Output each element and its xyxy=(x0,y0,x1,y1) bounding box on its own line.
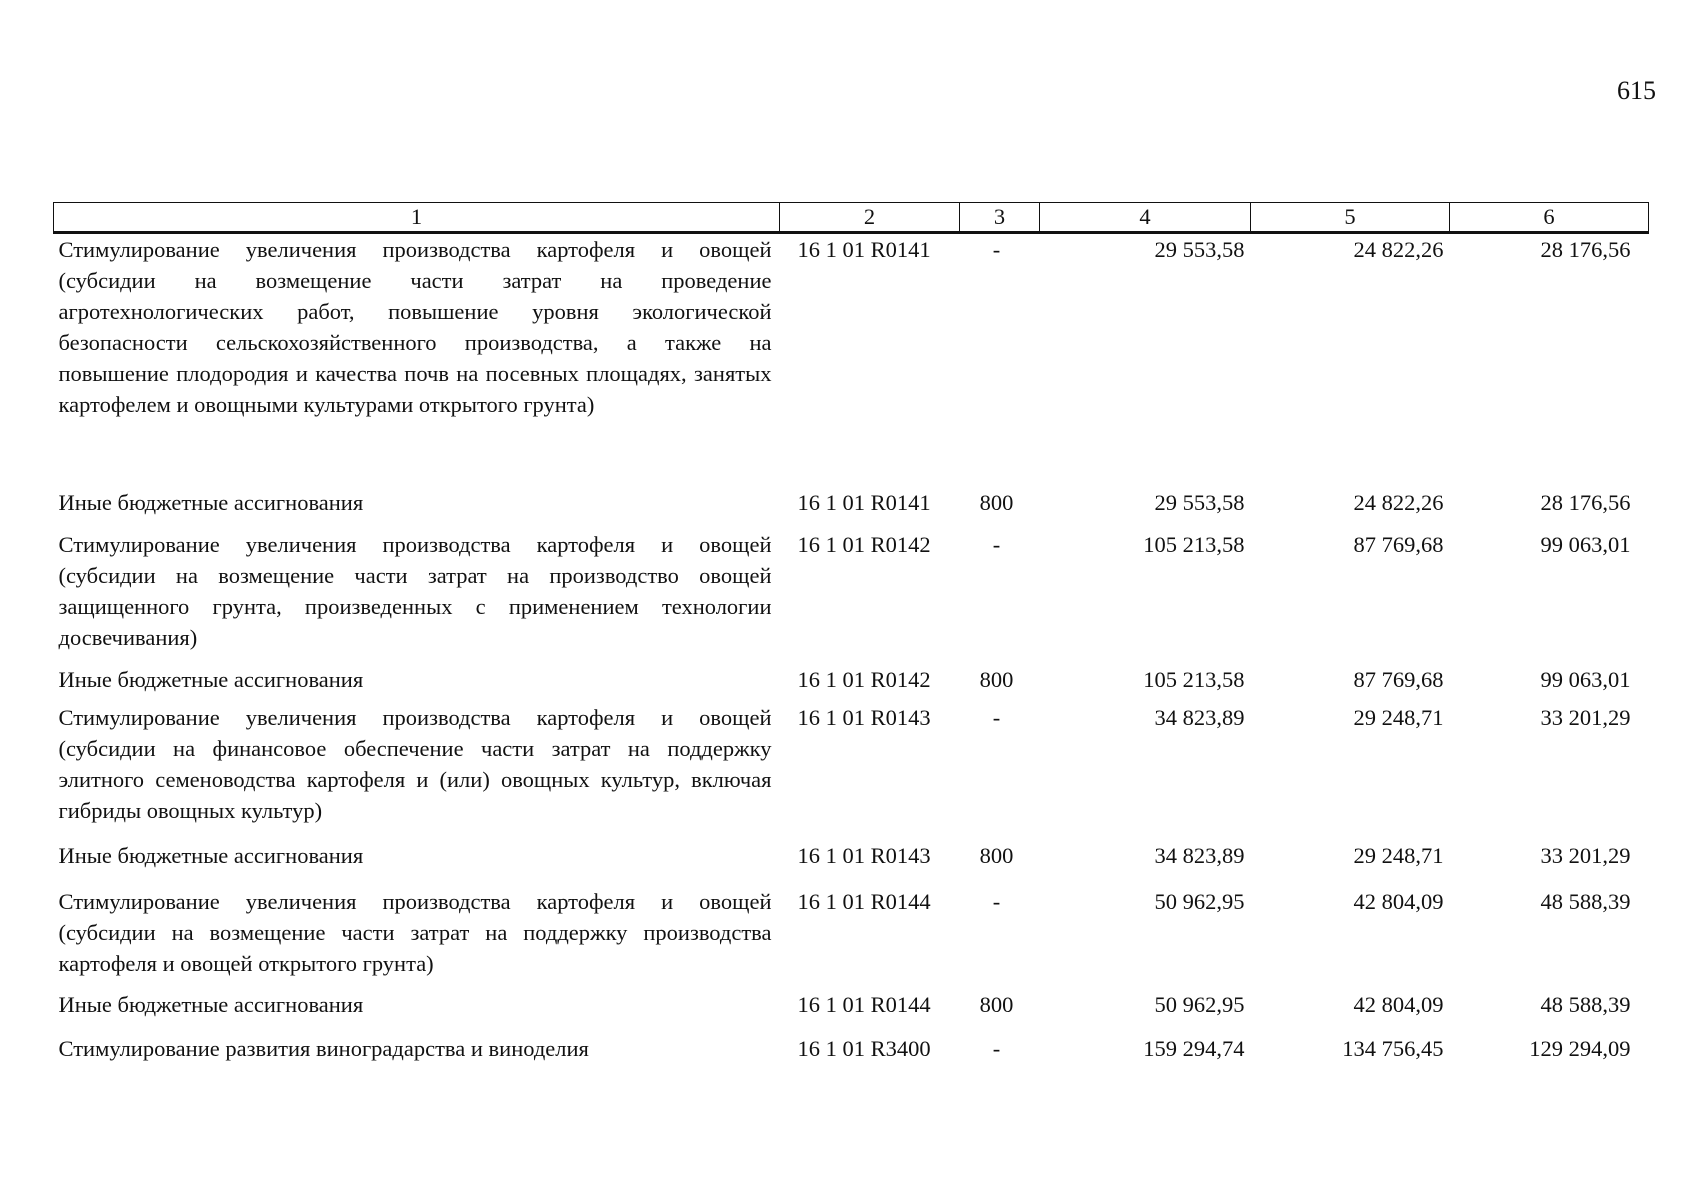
row-value-4: 29 553,58 xyxy=(1154,490,1245,515)
column-header-2: 2 xyxy=(780,203,960,233)
row-value-4: 29 553,58 xyxy=(1154,237,1245,262)
row-value-5: 24 822,26 xyxy=(1353,237,1444,262)
row-value-4: 50 962,95 xyxy=(1154,889,1245,914)
column-header-1: 1 xyxy=(54,203,780,233)
row-value-5: 29 248,71 xyxy=(1353,843,1444,868)
row-code: 16 1 01 R0143 xyxy=(797,843,931,868)
table-row xyxy=(54,886,1649,989)
row-value-5: 24 822,26 xyxy=(1353,490,1444,515)
row-value-5: 134 756,45 xyxy=(1342,1036,1444,1061)
row-value-5: 42 804,09 xyxy=(1353,992,1444,1017)
row-name: Стимулирование увеличения производства картофеля и овощей (субсидии на возмещение части затрат на производство овощей защищенного грунта, произведенных с применением технологии досвечивания) xyxy=(58,532,772,650)
row-value-6: 129 294,09 xyxy=(1529,1036,1631,1061)
row-code: 16 1 01 R3400 xyxy=(797,1036,931,1061)
budget-table xyxy=(53,202,1649,1073)
row-code: 16 1 01 R0144 xyxy=(797,889,931,914)
row-code: 16 1 01 R0144 xyxy=(797,992,931,1017)
table-row xyxy=(54,664,1649,702)
column-header-5: 5 xyxy=(1251,203,1450,233)
page-number: 615 xyxy=(1617,76,1656,105)
row-value-4: 159 294,74 xyxy=(1143,1036,1245,1061)
row-name: Стимулирование увеличения производства картофеля и овощей (субсидии на финансовое обеспечение части затрат на поддержку элитного семеноводства картофеля и (или) овощных культур, включая гибриды овощных культур) xyxy=(58,705,772,823)
row-value-4: 34 823,89 xyxy=(1154,705,1245,730)
row-name: Стимулирование увеличения производства картофеля и овощей (субсидии на возмещение части затрат на проведение агротехнологических работ, повышение уровня экологической безопасности сельскохозяйственного производства, а также на повышение плодородия и качества почв на посевных площадях, занятых картофелем и овощными культурами открытого грунта) xyxy=(58,237,772,417)
row-value-6: 99 063,01 xyxy=(1540,532,1631,557)
row-type: 800 xyxy=(979,490,1014,515)
row-value-4: 34 823,89 xyxy=(1154,843,1245,868)
row-type: - xyxy=(992,237,1001,262)
row-value-6: 33 201,29 xyxy=(1540,843,1631,868)
row-name: Иные бюджетные ассигнования xyxy=(58,490,364,515)
row-value-4: 105 213,58 xyxy=(1143,667,1245,692)
table-row xyxy=(54,989,1649,1033)
row-type: 800 xyxy=(979,843,1014,868)
row-name: Иные бюджетные ассигнования xyxy=(58,992,364,1017)
column-header-4: 4 xyxy=(1040,203,1251,233)
table-row xyxy=(54,529,1649,664)
row-value-5: 87 769,68 xyxy=(1353,532,1444,557)
row-value-5: 29 248,71 xyxy=(1353,705,1444,730)
table-body xyxy=(54,233,1649,1074)
column-header-3: 3 xyxy=(960,203,1040,233)
row-type: - xyxy=(992,1036,1001,1061)
row-type: - xyxy=(992,889,1001,914)
row-value-6: 48 588,39 xyxy=(1540,889,1631,914)
row-value-6: 33 201,29 xyxy=(1540,705,1631,730)
row-code: 16 1 01 R0143 xyxy=(797,705,931,730)
row-value-5: 87 769,68 xyxy=(1353,667,1444,692)
row-name: Стимулирование увеличения производства картофеля и овощей (субсидии на возмещение части затрат на поддержку производства картофеля и овощей открытого грунта) xyxy=(58,889,772,976)
row-value-5: 42 804,09 xyxy=(1353,889,1444,914)
row-value-6: 28 176,56 xyxy=(1540,237,1631,262)
row-type: - xyxy=(992,532,1001,557)
table-row xyxy=(54,1033,1649,1073)
row-code: 16 1 01 R0142 xyxy=(797,667,931,692)
table-header xyxy=(54,203,1649,233)
table-row xyxy=(54,702,1649,840)
row-name: Иные бюджетные ассигнования xyxy=(58,667,364,692)
row-code: 16 1 01 R0141 xyxy=(797,490,931,515)
row-type: - xyxy=(992,705,1001,730)
row-code: 16 1 01 R0141 xyxy=(797,237,931,262)
row-code: 16 1 01 R0142 xyxy=(797,532,931,557)
row-value-4: 50 962,95 xyxy=(1154,992,1245,1017)
row-value-4: 105 213,58 xyxy=(1143,532,1245,557)
column-header-6: 6 xyxy=(1450,203,1649,233)
header-row xyxy=(54,203,1649,233)
row-type: 800 xyxy=(979,667,1014,692)
table-row xyxy=(54,840,1649,886)
row-value-6: 99 063,01 xyxy=(1540,667,1631,692)
row-type: 800 xyxy=(979,992,1014,1017)
row-value-6: 28 176,56 xyxy=(1540,490,1631,515)
row-value-6: 48 588,39 xyxy=(1540,992,1631,1017)
table-row xyxy=(54,487,1649,529)
table-row xyxy=(54,233,1649,488)
row-name: Стимулирование развития виноградарства и виноделия xyxy=(58,1036,589,1061)
row-name: Иные бюджетные ассигнования xyxy=(58,843,364,868)
